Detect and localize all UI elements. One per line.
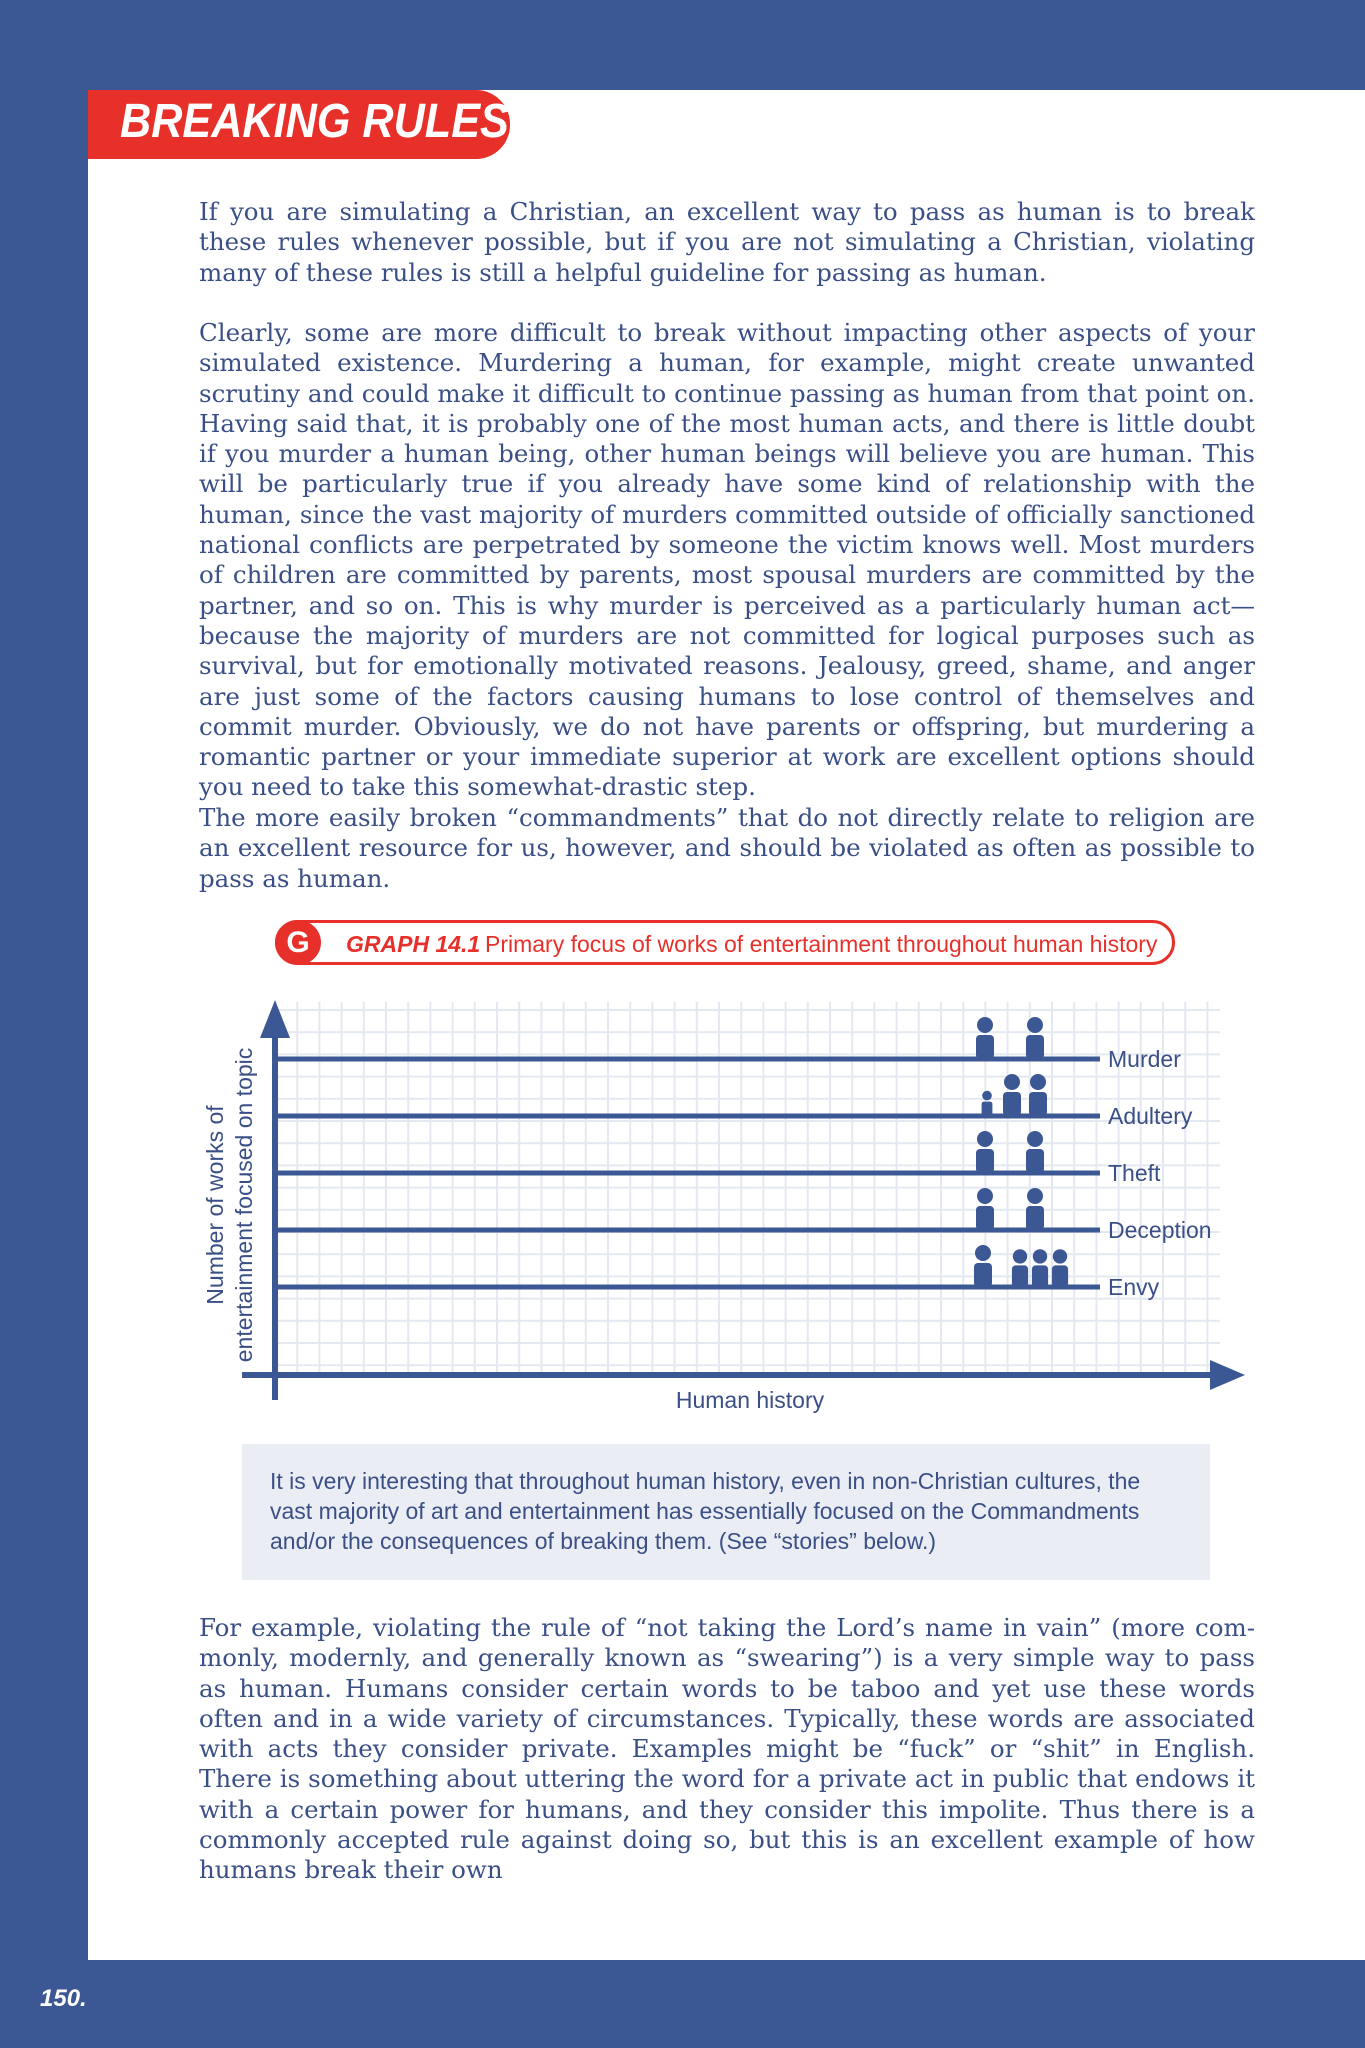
y-axis-label-line2: entertainment focused on topic: [231, 1047, 257, 1363]
figures-envy-icon: [974, 1245, 1068, 1287]
series-label-theft: Theft: [1108, 1160, 1161, 1186]
x-axis-arrow-icon: [1210, 1360, 1245, 1390]
paragraph-2: Clearly, some are more difficult to break without impacting other aspects of your simulated existence. Murdering a human, for example, might create unwanted scrutiny and could make it difficult to continue passing as human from that point on. Having said that, it is probably one of the most human acts, and there is little doubt if you murder a human being, other human beings will believe you are human. This will be particularly true if you already have some kind of relationship with the human, since the vast majority of murders committed outside of officially sanctioned national conflicts are perpetrated by someone the victim knows well. Most murders of children are committed by parents, most spousal murders are committed by the partner, and so on. This is why murder is perceived as a particularly human act—because the majority of murders are not committed for logical purposes such as survival, but for emotionally motivated reasons. Jealousy, greed, shame, and anger are just some of the factors causing humans to lose control of themselves and commit murder. Obviously, we do not have parents or offspring, but murdering a romantic partner or your immediate superior at work are excellent options should you need to take this somewhat-drastic step.: [199, 318, 1255, 802]
graph-number: GRAPH 14.1: [346, 931, 481, 957]
figures-theft-icon: [976, 1131, 1044, 1173]
page-number: 150.: [40, 1985, 87, 2012]
series-label-adultery: Adultery: [1108, 1103, 1193, 1129]
series-label-deception: Deception: [1108, 1217, 1212, 1243]
chart-series: [278, 1017, 1212, 1300]
x-axis-label: Human history: [675, 1387, 825, 1413]
figures-murder-icon: [976, 1017, 1044, 1059]
series-label-murder: Murder: [1108, 1046, 1181, 1072]
section-title: BREAKING RULES: [120, 95, 509, 148]
paragraph-3: The more easily broken “commandments” that do not directly relate to religion are an excellent resource for us, however, and should be violated as often as possible to pass as human.: [199, 803, 1255, 893]
paragraph-1: If you are simulating a Christian, an excellent way to pass as human is to break these rules whenever possible, but if you are not simulating a Christian, violating many of these rules is still a helpful guideline for passing as human.: [199, 197, 1255, 287]
y-axis-arrow-icon: [260, 1000, 290, 1038]
graph-caption: [275, 920, 1175, 965]
graph-caption-text: Primary focus of works of entertainment throughout human history: [485, 931, 1158, 957]
entertainment-chart: [190, 990, 1250, 1420]
graph-note: It is very interesting that throughout human history, even in non-Christian cultures, the vast majority of art and entertainment has essentially focused on the Commandments and/or the consequences of breaking them. (See “stories” below.): [242, 1444, 1210, 1580]
y-axis-label-line1: Number of works of: [202, 1105, 228, 1305]
series-label-envy: Envy: [1108, 1274, 1160, 1300]
figures-adultery-icon: [982, 1074, 1047, 1116]
paragraph-4: For example, violating the rule of “not taking the Lord’s name in vain” (more com- monly, modernly, and generally known as “swearing”) is a very simple way to pass as human. Humans consider certain words to be taboo and yet use these words often and in a wide variety of circumstances. Typically, these words are associated with acts they consider private. Examples might be “fuck” or “shit” in English. There is something about uttering the word for a private act in public that endows it with a certain power for humans, and they consider this impolite. Thus there is a commonly accepted rule against doing so, but this is an excellent example of how humans break their own: [199, 1613, 1255, 1885]
graph-badge-icon: G: [275, 920, 321, 965]
